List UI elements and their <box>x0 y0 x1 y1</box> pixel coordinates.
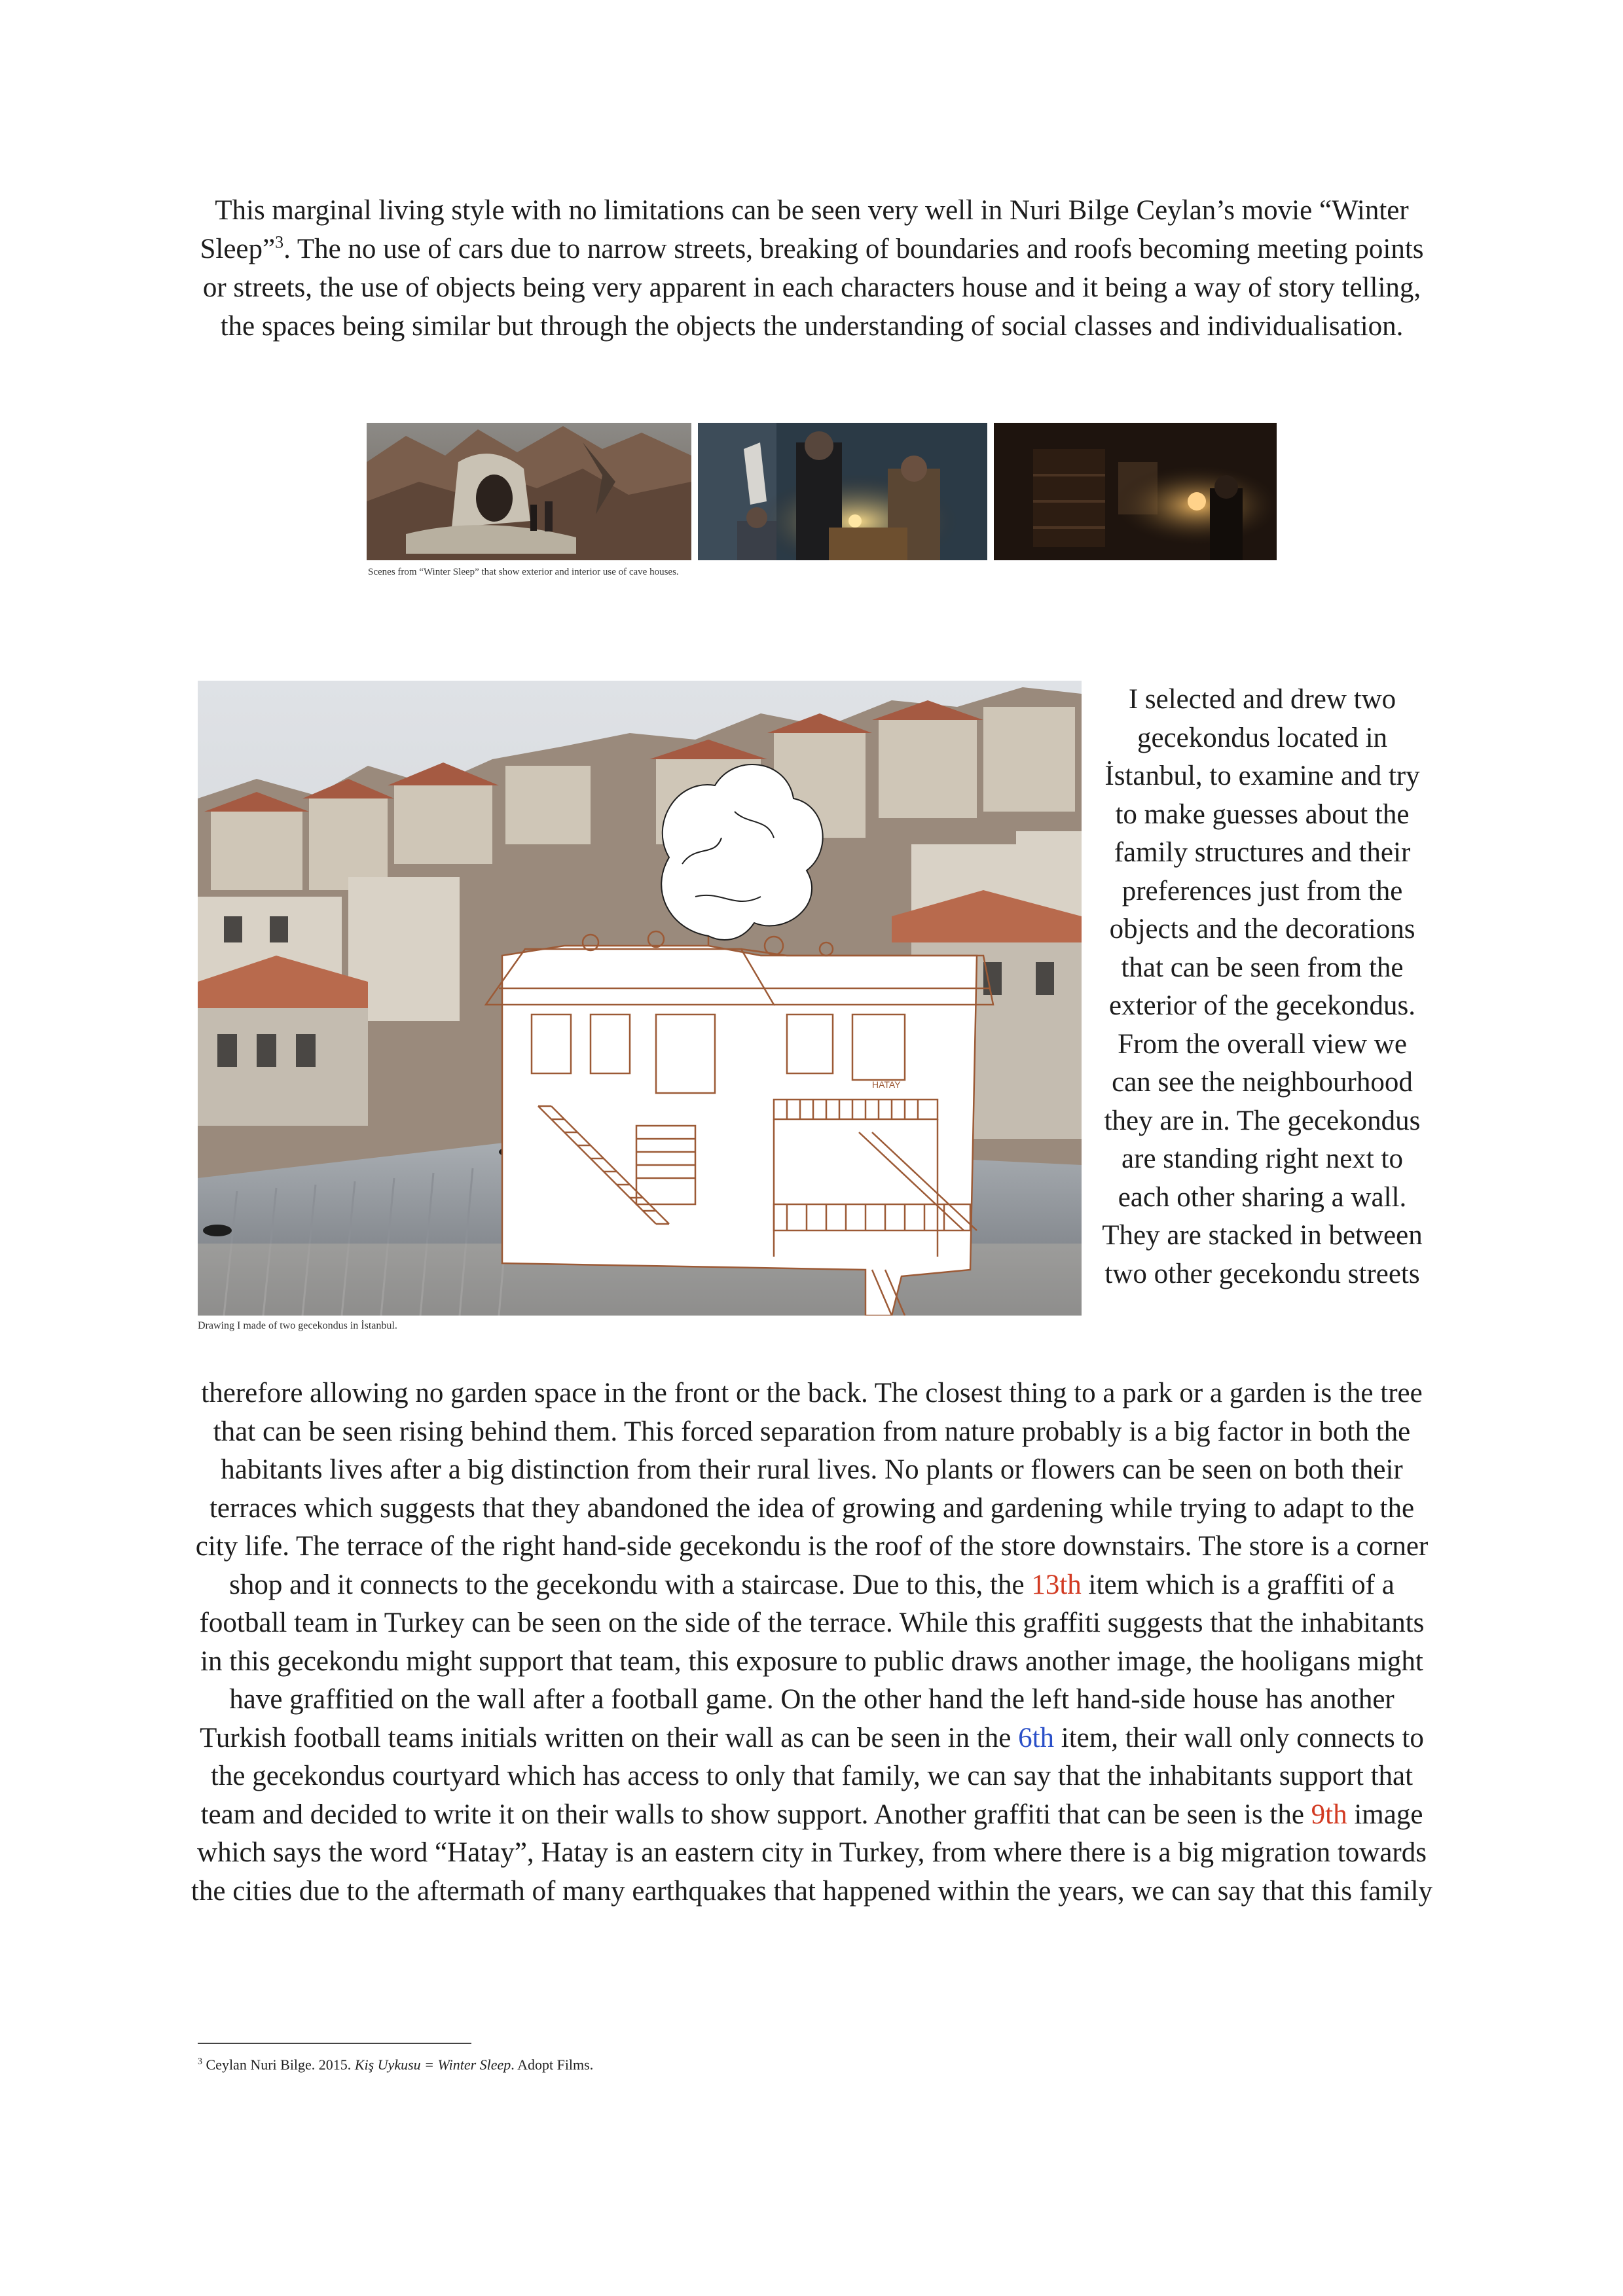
footnote <box>198 2056 593 2073</box>
item-reference-6th[interactable]: 6th <box>1018 1722 1055 1753</box>
body-text-4: image which says the word “Hatay”, Hatay is an eastern city in Turkey, from where there is a big migration towards the cities due to the aftermath of many earthquakes that happened within the years, we can say that this family <box>191 1799 1433 1907</box>
body-text-2: item which is a graffiti of a football team in Turkey can be seen on the side of the terrace. While this graffiti suggests that the inhabitants in this gecekondu might support that team, this exposure to public draws another image, the hooligans might have graffitied on the wall after a football game. On the other hand the left hand-side house has another Turkish football teams initials written on their wall as can be seen in the <box>199 1569 1425 1753</box>
body-paragraph <box>190 1374 1434 1910</box>
body-text-1: therefore allowing no garden space in the front or the back. The closest thing to a park or a garden is the tree that can be seen rising behind them. This forced separation from nature probably is a big factor in both the habitants lives after a big distinction from their rural lives. No plants or flowers can be seen on both their terraces which suggests that they abandoned the idea of growing and gardening while trying to adapt to the city life. The terrace of the right hand-side gecekondu is the roof of the store downstairs. The store is a corner shop and it connects to the gecekondu with a staircase. Due to this, the <box>195 1378 1429 1600</box>
figure-caption: Drawing I made of two gecekondus in İstanbul. <box>198 1320 397 1331</box>
figure-shop-sign: HATAY <box>872 1079 901 1090</box>
footnote-divider <box>198 2043 471 2044</box>
intro-text-part1: This marginal living style with no limitations can be seen very well in Nuri Bilge Ceylan’s movie “Winter Sleep” <box>200 195 1409 264</box>
footnote-text-pre: Ceylan Nuri Bilge. 2015. <box>202 2056 355 2073</box>
item-reference-9th[interactable]: 9th <box>1311 1799 1347 1830</box>
side-paragraph: I selected and drew two gecekondus located in İstanbul, to examine and try to make guesses about the family structures and their preferences just from the objects and the decorations that can be seen from the exterior of the gecekondus. From the overall view we can see the neighbourhood they are in. The gecekondus are standing right next to each other sharing a wall. They are stacked in between two other gecekondu streets <box>1102 684 1423 1289</box>
footnote-film-title: Kiş Uykusu = Winter Sleep <box>354 2056 511 2073</box>
film-still-interior-1 <box>698 423 987 560</box>
film-stills-strip <box>367 423 1277 560</box>
footnote-reference[interactable]: 3 <box>275 232 284 252</box>
film-still-exterior <box>367 423 691 560</box>
intro-text-part2: . The no use of cars due to narrow streets, breaking of boundaries and roofs becoming meeting points or streets, the use of objects being very apparent in each characters house and it being a way of story telling, the spaces being similar but through the objects the understanding of social classes and individualisation. <box>202 234 1424 342</box>
item-reference-13th[interactable]: 13th <box>1031 1569 1082 1600</box>
film-stills-caption: Scenes from “Winter Sleep” that show exterior and interior use of cave houses. <box>368 567 679 577</box>
intro-paragraph <box>190 191 1434 346</box>
footnote-text-post: . Adopt Films. <box>511 2056 594 2073</box>
body-text-3: item, their wall only connects to the gecekondus courtyard which has access to only that family, we can say that the inhabitants support that team and decided to write it on their walls to show support. Another graffiti that can be seen is the <box>200 1722 1424 1830</box>
gecekondu-drawing-figure <box>198 681 1082 1316</box>
film-still-interior-2 <box>994 423 1277 560</box>
footnote-number: 3 <box>198 2056 202 2067</box>
